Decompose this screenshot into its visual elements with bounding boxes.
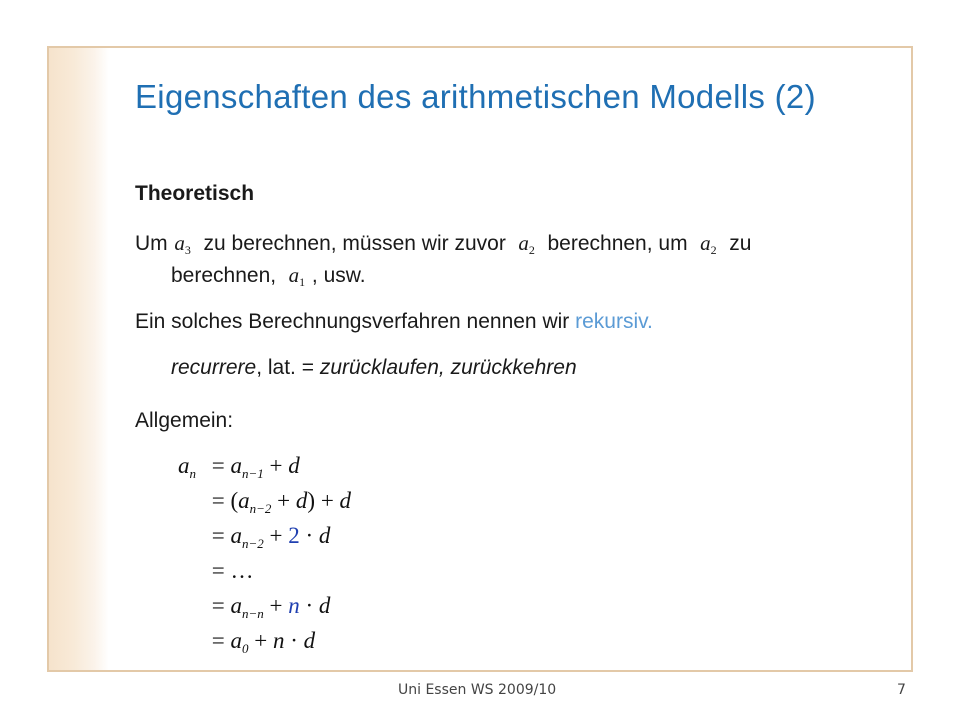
slide-title: Eigenschaften des arithmetischen Modells (2) [135, 78, 816, 115]
var-a1: $a_1$ [288, 263, 306, 289]
etymology-line [171, 356, 577, 380]
para1-text-5: berechnen, [171, 264, 282, 287]
formula-row-2: = $(a_{n-2} + d) + d$ [206, 488, 352, 516]
var-a2: $a_2$ [518, 231, 535, 257]
paragraph-line-2 [171, 263, 366, 290]
formula-row-6: = $a_0 + n \cdot d$ [206, 628, 316, 656]
general-label: Allgemein: [135, 409, 234, 432]
formula-row-4: = … [206, 558, 254, 583]
section-heading: Theoretisch [135, 182, 255, 205]
formula-row-3: = $a_{n-2} + 2 \cdot d$ [206, 523, 331, 551]
formula-row-1: $a_n = a_{n-1} + d$ [178, 453, 300, 481]
recursion-formula [178, 448, 351, 658]
para1-text-3: berechnen, um [541, 232, 694, 255]
paragraph-recursive [135, 310, 653, 334]
para1-text-4: zu [723, 232, 752, 255]
para1-text-6: , usw. [311, 264, 366, 287]
page-number: 7 [897, 682, 906, 698]
para1-text-1: Um [135, 232, 168, 255]
para1-text-2: zu berechnen, müssen wir zuvor [197, 232, 512, 255]
var-a2-second: $a_2$ [700, 231, 717, 257]
para2-text: Ein solches Berechnungsverfahren nennen wir [135, 310, 576, 333]
etymology-middle: , lat. = [256, 356, 320, 379]
footer-source: Uni Essen WS 2009/10 [398, 682, 557, 698]
paragraph-line-1 [135, 231, 751, 258]
latin-word: recurrere [171, 356, 257, 379]
term-rekursiv: rekursiv. [575, 310, 653, 333]
latin-meaning: zurücklaufen, zurückkehren [319, 356, 577, 379]
formula-row-5: = $a_{n-n} + n \cdot d$ [206, 593, 331, 621]
var-a3: $a_3$ [174, 231, 191, 257]
